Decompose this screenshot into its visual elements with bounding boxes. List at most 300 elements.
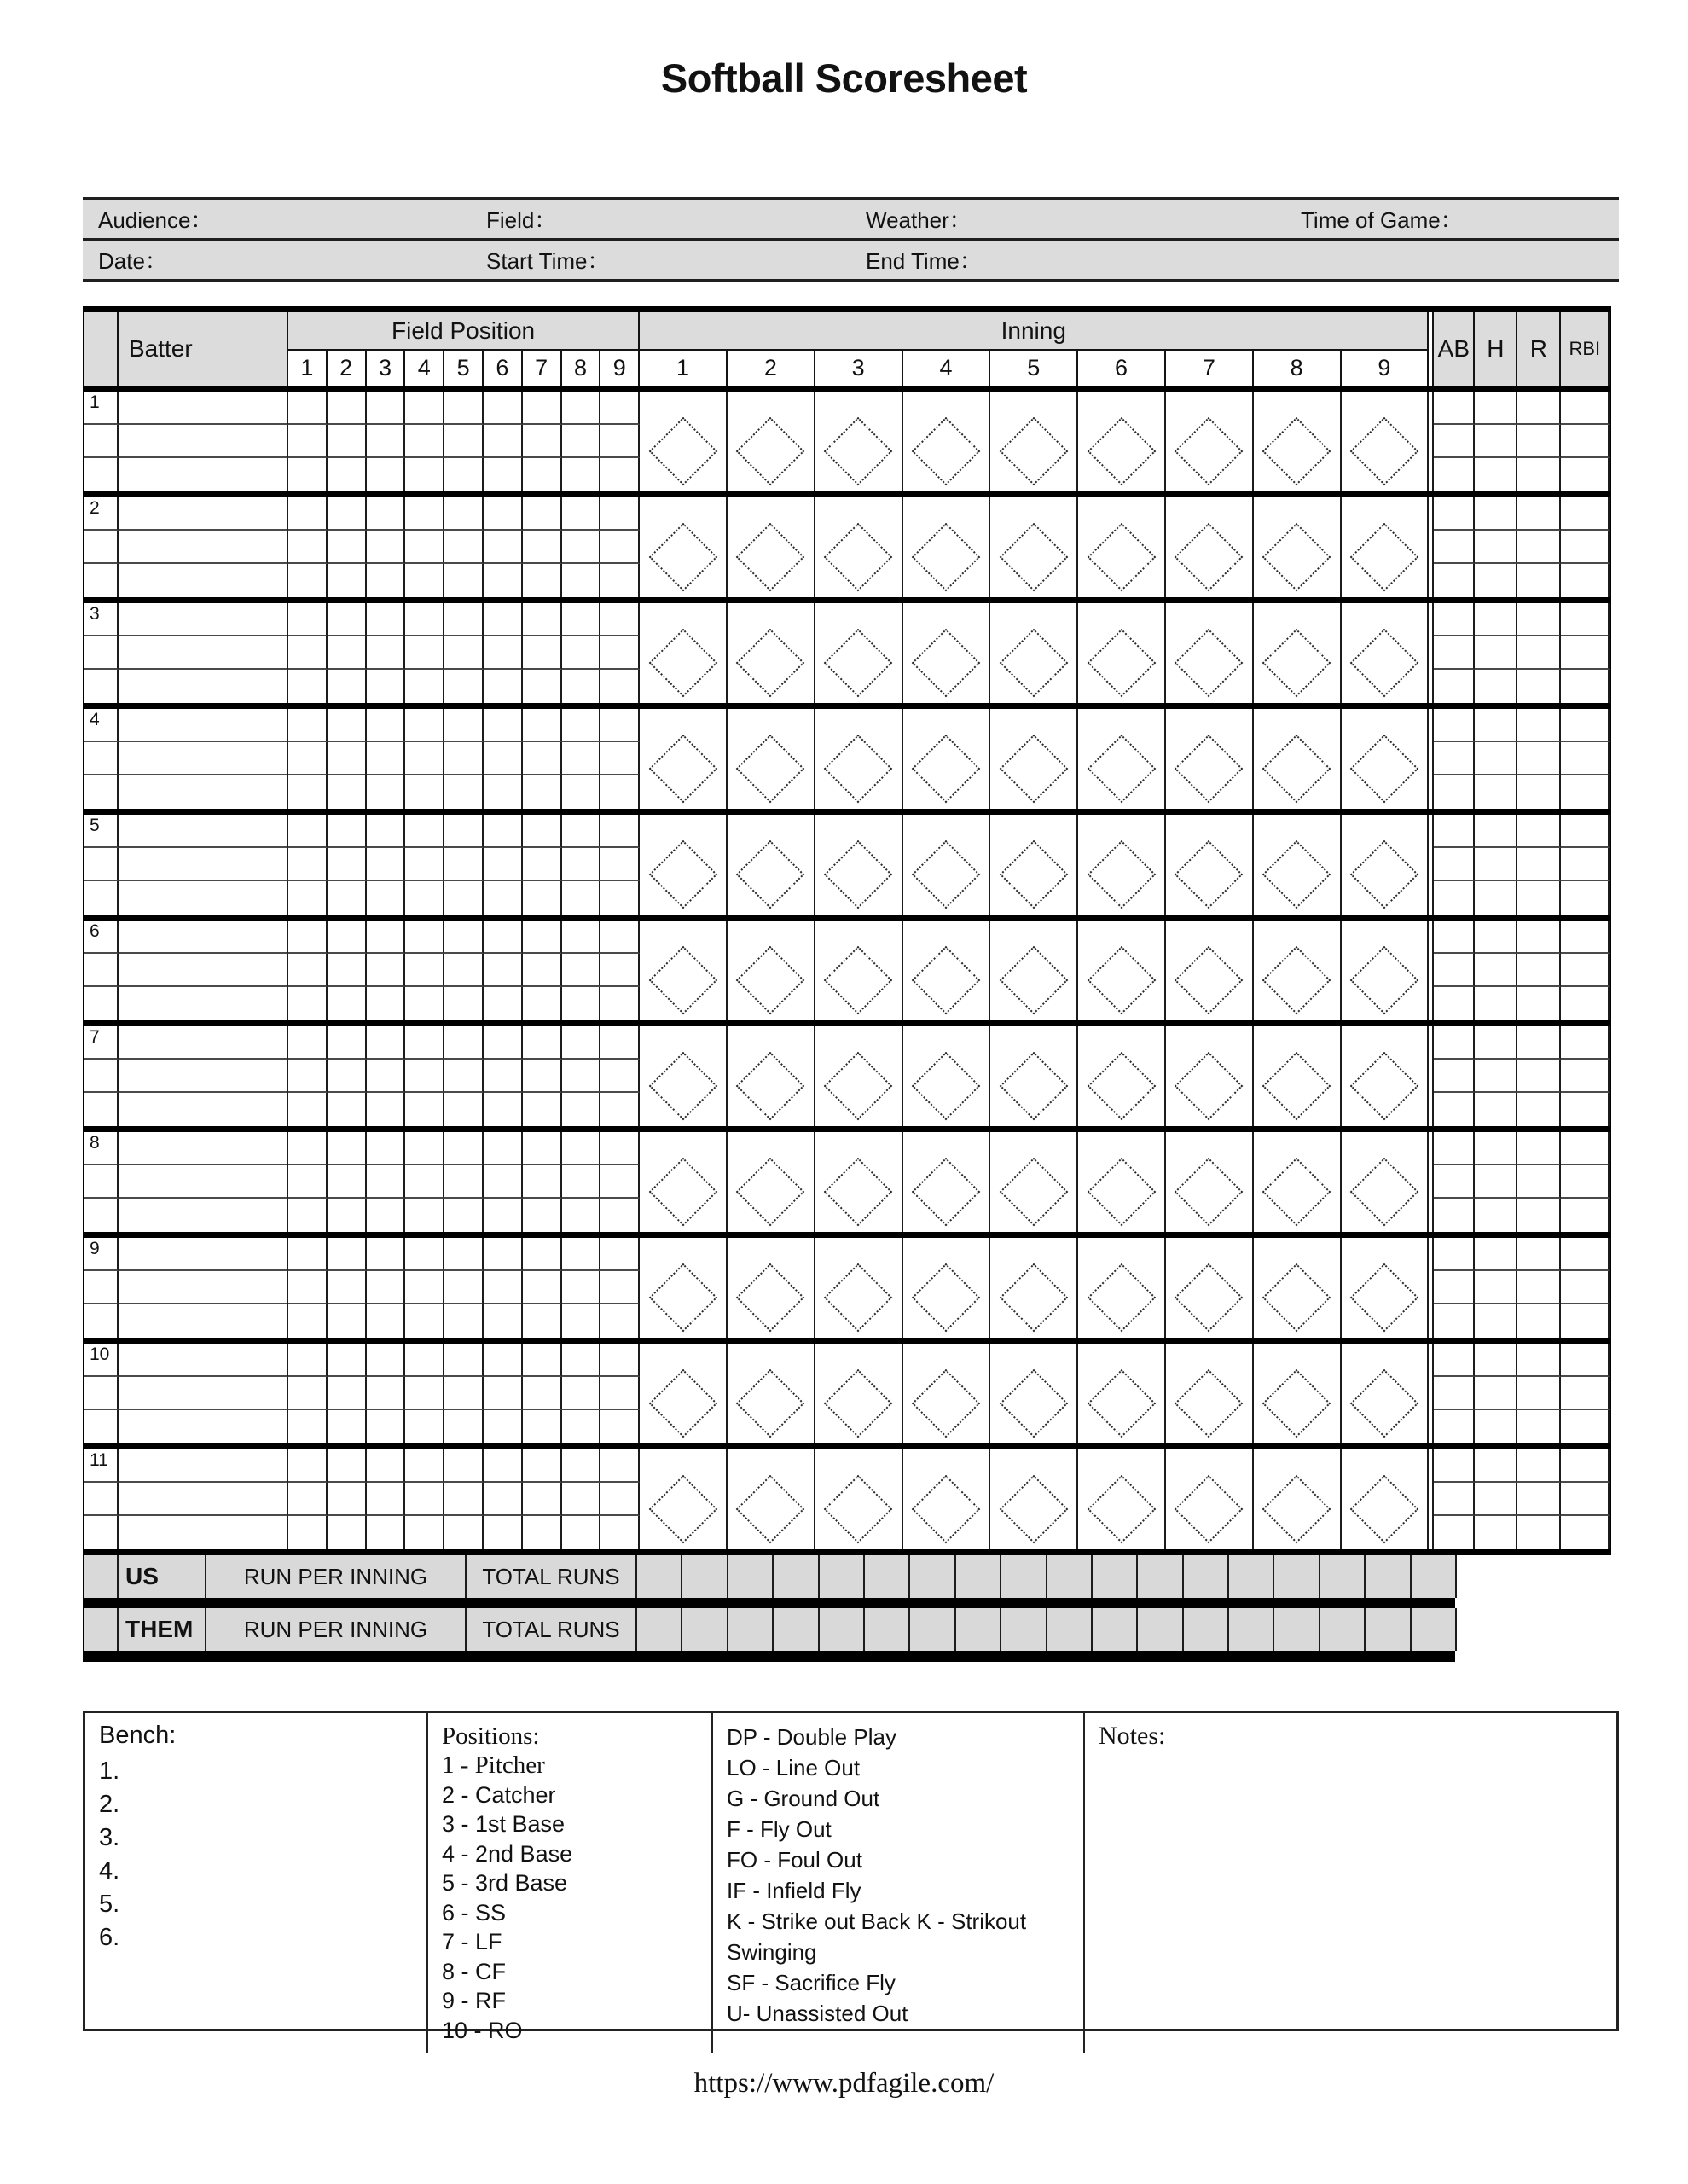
position-cell[interactable] bbox=[562, 1377, 601, 1410]
position-cell[interactable] bbox=[405, 425, 444, 458]
position-cell[interactable] bbox=[523, 1516, 562, 1549]
position-cell[interactable] bbox=[288, 1165, 328, 1199]
inning-cell[interactable] bbox=[640, 603, 728, 703]
info-fill-in-area[interactable] bbox=[1301, 241, 1619, 279]
stat-cell[interactable] bbox=[1434, 1377, 1475, 1410]
position-cell[interactable] bbox=[600, 1060, 640, 1093]
position-cell[interactable] bbox=[444, 1304, 484, 1338]
position-cell[interactable] bbox=[367, 987, 406, 1020]
stat-cell[interactable] bbox=[1475, 670, 1517, 703]
position-cell[interactable] bbox=[405, 1516, 444, 1549]
inning-cell[interactable] bbox=[1078, 1344, 1166, 1443]
stat-cell[interactable] bbox=[1561, 1449, 1610, 1483]
inning-cell[interactable] bbox=[728, 1449, 815, 1549]
inning-cell[interactable] bbox=[815, 1238, 903, 1338]
inning-cell[interactable] bbox=[815, 603, 903, 703]
position-cell[interactable] bbox=[405, 1304, 444, 1338]
stat-cell[interactable] bbox=[1434, 564, 1475, 597]
inning-cell[interactable] bbox=[1078, 709, 1166, 809]
stat-cell[interactable] bbox=[1517, 603, 1561, 636]
stat-cell[interactable] bbox=[1561, 987, 1610, 1020]
position-cell[interactable] bbox=[444, 1238, 484, 1271]
position-cell[interactable] bbox=[288, 425, 328, 458]
position-cell[interactable] bbox=[405, 1026, 444, 1060]
position-cell[interactable] bbox=[523, 1304, 562, 1338]
position-cell[interactable] bbox=[288, 881, 328, 915]
position-cell[interactable] bbox=[328, 1238, 367, 1271]
position-cell[interactable] bbox=[405, 636, 444, 670]
position-cell[interactable] bbox=[523, 1344, 562, 1377]
position-cell[interactable] bbox=[405, 531, 444, 564]
position-cell[interactable] bbox=[600, 1483, 640, 1516]
inning-cell[interactable] bbox=[640, 709, 728, 809]
stat-cell[interactable] bbox=[1561, 1344, 1610, 1377]
stat-cell[interactable] bbox=[1475, 1449, 1517, 1483]
position-cell[interactable] bbox=[484, 1165, 523, 1199]
position-cell[interactable] bbox=[600, 425, 640, 458]
position-cell[interactable] bbox=[523, 1377, 562, 1410]
stat-cell[interactable] bbox=[1561, 392, 1610, 425]
position-cell[interactable] bbox=[405, 564, 444, 597]
inning-cell[interactable] bbox=[903, 921, 991, 1020]
inning-cell[interactable] bbox=[815, 497, 903, 597]
position-cell[interactable] bbox=[367, 1165, 406, 1199]
inning-cell[interactable] bbox=[903, 1344, 991, 1443]
summary-inning-cell[interactable] bbox=[1274, 1608, 1320, 1651]
inning-cell[interactable] bbox=[815, 1449, 903, 1549]
inning-cell[interactable] bbox=[1078, 1026, 1166, 1126]
stat-cell[interactable] bbox=[1475, 497, 1517, 531]
position-cell[interactable] bbox=[405, 709, 444, 742]
position-cell[interactable] bbox=[562, 1060, 601, 1093]
position-cell[interactable] bbox=[367, 1377, 406, 1410]
stat-cell[interactable] bbox=[1475, 1165, 1517, 1199]
position-cell[interactable] bbox=[444, 1026, 484, 1060]
position-cell[interactable] bbox=[367, 564, 406, 597]
batter-name-cell[interactable] bbox=[119, 1093, 288, 1126]
stat-cell[interactable] bbox=[1434, 987, 1475, 1020]
position-cell[interactable] bbox=[288, 709, 328, 742]
inning-cell[interactable] bbox=[1254, 921, 1342, 1020]
position-cell[interactable] bbox=[367, 1093, 406, 1126]
position-cell[interactable] bbox=[444, 1199, 484, 1232]
position-cell[interactable] bbox=[484, 497, 523, 531]
position-cell[interactable] bbox=[288, 1199, 328, 1232]
position-cell[interactable] bbox=[523, 954, 562, 987]
position-cell[interactable] bbox=[523, 1093, 562, 1126]
position-cell[interactable] bbox=[562, 709, 601, 742]
position-cell[interactable] bbox=[562, 564, 601, 597]
position-cell[interactable] bbox=[562, 987, 601, 1020]
position-cell[interactable] bbox=[523, 458, 562, 491]
position-cell[interactable] bbox=[288, 603, 328, 636]
stat-cell[interactable] bbox=[1475, 1516, 1517, 1549]
stat-cell[interactable] bbox=[1434, 881, 1475, 915]
position-cell[interactable] bbox=[484, 1449, 523, 1483]
position-cell[interactable] bbox=[367, 603, 406, 636]
inning-cell[interactable] bbox=[903, 392, 991, 491]
stat-cell[interactable] bbox=[1434, 709, 1475, 742]
summary-inning-cell[interactable] bbox=[1412, 1555, 1457, 1598]
position-cell[interactable] bbox=[523, 709, 562, 742]
position-cell[interactable] bbox=[405, 1060, 444, 1093]
stat-cell[interactable] bbox=[1561, 1483, 1610, 1516]
position-cell[interactable] bbox=[367, 921, 406, 954]
stat-cell[interactable] bbox=[1561, 603, 1610, 636]
summary-inning-cell[interactable] bbox=[1093, 1555, 1138, 1598]
stat-cell[interactable] bbox=[1434, 603, 1475, 636]
position-cell[interactable] bbox=[328, 1199, 367, 1232]
inning-cell[interactable] bbox=[990, 1238, 1078, 1338]
summary-inning-cell[interactable] bbox=[1184, 1608, 1229, 1651]
bench-slot[interactable]: 3. bbox=[99, 1824, 120, 1851]
stat-cell[interactable] bbox=[1475, 1377, 1517, 1410]
stat-cell[interactable] bbox=[1475, 425, 1517, 458]
inning-cell[interactable] bbox=[640, 921, 728, 1020]
position-cell[interactable] bbox=[367, 815, 406, 848]
position-cell[interactable] bbox=[523, 564, 562, 597]
summary-inning-cell[interactable] bbox=[728, 1608, 774, 1651]
inning-cell[interactable] bbox=[640, 1026, 728, 1126]
position-cell[interactable] bbox=[600, 742, 640, 775]
batter-name-cell[interactable] bbox=[119, 603, 288, 636]
position-cell[interactable] bbox=[328, 425, 367, 458]
position-cell[interactable] bbox=[562, 1516, 601, 1549]
position-cell[interactable] bbox=[562, 742, 601, 775]
position-cell[interactable] bbox=[367, 1516, 406, 1549]
inning-cell[interactable] bbox=[1166, 1238, 1254, 1338]
position-cell[interactable] bbox=[367, 709, 406, 742]
position-cell[interactable] bbox=[367, 458, 406, 491]
position-cell[interactable] bbox=[328, 987, 367, 1020]
position-cell[interactable] bbox=[288, 815, 328, 848]
summary-inning-cell[interactable] bbox=[956, 1555, 1001, 1598]
position-cell[interactable] bbox=[288, 954, 328, 987]
position-cell[interactable] bbox=[444, 1410, 484, 1443]
info-fill-in-area[interactable] bbox=[212, 200, 471, 238]
inning-cell[interactable] bbox=[1166, 1344, 1254, 1443]
stat-cell[interactable] bbox=[1561, 1132, 1610, 1165]
batter-name-cell[interactable] bbox=[119, 1199, 288, 1232]
position-cell[interactable] bbox=[328, 1060, 367, 1093]
inning-cell[interactable] bbox=[1078, 1238, 1166, 1338]
stat-cell[interactable] bbox=[1561, 1410, 1610, 1443]
position-cell[interactable] bbox=[288, 1410, 328, 1443]
stat-cell[interactable] bbox=[1434, 531, 1475, 564]
position-cell[interactable] bbox=[328, 458, 367, 491]
position-cell[interactable] bbox=[328, 1377, 367, 1410]
batter-name-cell[interactable] bbox=[119, 636, 288, 670]
position-cell[interactable] bbox=[600, 1449, 640, 1483]
position-cell[interactable] bbox=[328, 881, 367, 915]
position-cell[interactable] bbox=[562, 531, 601, 564]
batter-name-cell[interactable] bbox=[119, 497, 288, 531]
position-cell[interactable] bbox=[367, 392, 406, 425]
position-cell[interactable] bbox=[484, 1344, 523, 1377]
inning-cell[interactable] bbox=[1342, 815, 1430, 915]
position-cell[interactable] bbox=[484, 531, 523, 564]
position-cell[interactable] bbox=[405, 881, 444, 915]
position-cell[interactable] bbox=[562, 636, 601, 670]
position-cell[interactable] bbox=[288, 1093, 328, 1126]
position-cell[interactable] bbox=[328, 1516, 367, 1549]
position-cell[interactable] bbox=[600, 1304, 640, 1338]
position-cell[interactable] bbox=[523, 1238, 562, 1271]
info-fill-in-area[interactable] bbox=[556, 200, 850, 238]
position-cell[interactable] bbox=[367, 1238, 406, 1271]
stat-cell[interactable] bbox=[1517, 1026, 1561, 1060]
inning-cell[interactable] bbox=[1078, 497, 1166, 597]
position-cell[interactable] bbox=[367, 1132, 406, 1165]
stat-cell[interactable] bbox=[1561, 921, 1610, 954]
position-cell[interactable] bbox=[523, 531, 562, 564]
inning-cell[interactable] bbox=[1254, 815, 1342, 915]
stat-cell[interactable] bbox=[1561, 1304, 1610, 1338]
position-cell[interactable] bbox=[600, 1132, 640, 1165]
position-cell[interactable] bbox=[367, 1304, 406, 1338]
position-cell[interactable] bbox=[444, 1344, 484, 1377]
position-cell[interactable] bbox=[484, 1060, 523, 1093]
position-cell[interactable] bbox=[288, 1377, 328, 1410]
inning-cell[interactable] bbox=[903, 1026, 991, 1126]
position-cell[interactable] bbox=[562, 425, 601, 458]
stat-cell[interactable] bbox=[1561, 564, 1610, 597]
info-fill-in-area[interactable] bbox=[972, 200, 1285, 238]
stat-cell[interactable] bbox=[1561, 1093, 1610, 1126]
stat-cell[interactable] bbox=[1475, 921, 1517, 954]
position-cell[interactable] bbox=[328, 636, 367, 670]
position-cell[interactable] bbox=[600, 1516, 640, 1549]
stat-cell[interactable] bbox=[1434, 848, 1475, 881]
inning-cell[interactable] bbox=[990, 815, 1078, 915]
position-cell[interactable] bbox=[562, 1344, 601, 1377]
inning-cell[interactable] bbox=[1166, 497, 1254, 597]
position-cell[interactable] bbox=[600, 497, 640, 531]
position-cell[interactable] bbox=[328, 392, 367, 425]
position-cell[interactable] bbox=[405, 1483, 444, 1516]
position-cell[interactable] bbox=[523, 1483, 562, 1516]
summary-inning-cell[interactable] bbox=[910, 1608, 955, 1651]
stat-cell[interactable] bbox=[1517, 1410, 1561, 1443]
summary-inning-cell[interactable] bbox=[1274, 1555, 1320, 1598]
stat-cell[interactable] bbox=[1475, 1410, 1517, 1443]
stat-cell[interactable] bbox=[1434, 1304, 1475, 1338]
position-cell[interactable] bbox=[484, 1483, 523, 1516]
position-cell[interactable] bbox=[288, 1060, 328, 1093]
position-cell[interactable] bbox=[367, 425, 406, 458]
position-cell[interactable] bbox=[444, 742, 484, 775]
inning-cell[interactable] bbox=[815, 1344, 903, 1443]
position-cell[interactable] bbox=[328, 531, 367, 564]
stat-cell[interactable] bbox=[1517, 1516, 1561, 1549]
inning-cell[interactable] bbox=[1166, 392, 1254, 491]
inning-cell[interactable] bbox=[1254, 1449, 1342, 1549]
position-cell[interactable] bbox=[328, 564, 367, 597]
stat-cell[interactable] bbox=[1517, 425, 1561, 458]
summary-inning-cell[interactable] bbox=[774, 1608, 819, 1651]
position-cell[interactable] bbox=[367, 1026, 406, 1060]
inning-cell[interactable] bbox=[1342, 921, 1430, 1020]
position-cell[interactable] bbox=[562, 881, 601, 915]
position-cell[interactable] bbox=[523, 848, 562, 881]
inning-cell[interactable] bbox=[640, 1344, 728, 1443]
position-cell[interactable] bbox=[600, 881, 640, 915]
batter-name-cell[interactable] bbox=[119, 392, 288, 425]
stat-cell[interactable] bbox=[1517, 564, 1561, 597]
info-fill-in-area[interactable] bbox=[982, 241, 1285, 279]
position-cell[interactable] bbox=[405, 921, 444, 954]
batter-name-cell[interactable] bbox=[119, 1060, 288, 1093]
stat-cell[interactable] bbox=[1517, 954, 1561, 987]
position-cell[interactable] bbox=[523, 1026, 562, 1060]
inning-cell[interactable] bbox=[1254, 709, 1342, 809]
stat-cell[interactable] bbox=[1475, 987, 1517, 1020]
position-cell[interactable] bbox=[523, 603, 562, 636]
position-cell[interactable] bbox=[444, 564, 484, 597]
summary-inning-cell[interactable] bbox=[1229, 1608, 1274, 1651]
position-cell[interactable] bbox=[288, 497, 328, 531]
stat-cell[interactable] bbox=[1517, 1132, 1561, 1165]
stat-cell[interactable] bbox=[1434, 1165, 1475, 1199]
position-cell[interactable] bbox=[288, 921, 328, 954]
stat-cell[interactable] bbox=[1517, 1165, 1561, 1199]
batter-name-cell[interactable] bbox=[119, 1410, 288, 1443]
inning-cell[interactable] bbox=[990, 603, 1078, 703]
position-cell[interactable] bbox=[328, 709, 367, 742]
batter-name-cell[interactable] bbox=[119, 709, 288, 742]
bench-slot[interactable]: 6. bbox=[99, 1924, 120, 1951]
position-cell[interactable] bbox=[328, 1344, 367, 1377]
position-cell[interactable] bbox=[444, 1483, 484, 1516]
stat-cell[interactable] bbox=[1517, 1199, 1561, 1232]
position-cell[interactable] bbox=[444, 775, 484, 809]
summary-inning-cell[interactable] bbox=[1412, 1608, 1457, 1651]
position-cell[interactable] bbox=[328, 1449, 367, 1483]
inning-cell[interactable] bbox=[1342, 1238, 1430, 1338]
position-cell[interactable] bbox=[405, 1199, 444, 1232]
position-cell[interactable] bbox=[600, 1165, 640, 1199]
position-cell[interactable] bbox=[600, 458, 640, 491]
inning-cell[interactable] bbox=[640, 392, 728, 491]
inning-cell[interactable] bbox=[728, 709, 815, 809]
summary-inning-cell[interactable] bbox=[682, 1608, 728, 1651]
position-cell[interactable] bbox=[484, 1271, 523, 1304]
batter-name-cell[interactable] bbox=[119, 1271, 288, 1304]
inning-cell[interactable] bbox=[728, 497, 815, 597]
batter-name-cell[interactable] bbox=[119, 1344, 288, 1377]
stat-cell[interactable] bbox=[1475, 881, 1517, 915]
position-cell[interactable] bbox=[600, 636, 640, 670]
batter-name-cell[interactable] bbox=[119, 775, 288, 809]
inning-cell[interactable] bbox=[990, 709, 1078, 809]
position-cell[interactable] bbox=[367, 1483, 406, 1516]
stat-cell[interactable] bbox=[1434, 1271, 1475, 1304]
position-cell[interactable] bbox=[562, 458, 601, 491]
position-cell[interactable] bbox=[405, 458, 444, 491]
inning-cell[interactable] bbox=[1078, 603, 1166, 703]
stat-cell[interactable] bbox=[1475, 1483, 1517, 1516]
stat-cell[interactable] bbox=[1475, 1344, 1517, 1377]
position-cell[interactable] bbox=[405, 1271, 444, 1304]
position-cell[interactable] bbox=[600, 775, 640, 809]
batter-name-cell[interactable] bbox=[119, 670, 288, 703]
inning-cell[interactable] bbox=[728, 392, 815, 491]
batter-name-cell[interactable] bbox=[119, 954, 288, 987]
position-cell[interactable] bbox=[523, 497, 562, 531]
position-cell[interactable] bbox=[328, 742, 367, 775]
position-cell[interactable] bbox=[405, 775, 444, 809]
position-cell[interactable] bbox=[523, 1410, 562, 1443]
position-cell[interactable] bbox=[367, 1271, 406, 1304]
summary-inning-cell[interactable] bbox=[728, 1555, 774, 1598]
summary-inning-cell[interactable] bbox=[1366, 1555, 1411, 1598]
stat-cell[interactable] bbox=[1475, 815, 1517, 848]
position-cell[interactable] bbox=[484, 881, 523, 915]
stat-cell[interactable] bbox=[1434, 636, 1475, 670]
position-cell[interactable] bbox=[523, 815, 562, 848]
summary-inning-cell[interactable] bbox=[820, 1608, 865, 1651]
stat-cell[interactable] bbox=[1434, 670, 1475, 703]
notes-section[interactable] bbox=[1085, 1713, 1616, 2053]
position-cell[interactable] bbox=[484, 1093, 523, 1126]
position-cell[interactable] bbox=[523, 881, 562, 915]
inning-cell[interactable] bbox=[990, 1449, 1078, 1549]
stat-cell[interactable] bbox=[1561, 954, 1610, 987]
position-cell[interactable] bbox=[562, 1271, 601, 1304]
position-cell[interactable] bbox=[405, 1238, 444, 1271]
stat-cell[interactable] bbox=[1434, 497, 1475, 531]
stat-cell[interactable] bbox=[1475, 742, 1517, 775]
position-cell[interactable] bbox=[562, 954, 601, 987]
stat-cell[interactable] bbox=[1434, 742, 1475, 775]
inning-cell[interactable] bbox=[1254, 392, 1342, 491]
inning-cell[interactable] bbox=[1078, 1449, 1166, 1549]
stat-cell[interactable] bbox=[1434, 954, 1475, 987]
stat-cell[interactable] bbox=[1434, 392, 1475, 425]
position-cell[interactable] bbox=[288, 1238, 328, 1271]
summary-inning-cell[interactable] bbox=[637, 1608, 682, 1651]
position-cell[interactable] bbox=[523, 775, 562, 809]
inning-cell[interactable] bbox=[815, 921, 903, 1020]
position-cell[interactable] bbox=[562, 1132, 601, 1165]
stat-cell[interactable] bbox=[1475, 1238, 1517, 1271]
stat-cell[interactable] bbox=[1561, 1060, 1610, 1093]
position-cell[interactable] bbox=[523, 392, 562, 425]
inning-cell[interactable] bbox=[1342, 392, 1430, 491]
position-cell[interactable] bbox=[484, 1516, 523, 1549]
inning-cell[interactable] bbox=[640, 815, 728, 915]
inning-cell[interactable] bbox=[1342, 497, 1430, 597]
summary-inning-cell[interactable] bbox=[1320, 1555, 1366, 1598]
stat-cell[interactable] bbox=[1434, 1060, 1475, 1093]
position-cell[interactable] bbox=[328, 1271, 367, 1304]
stat-cell[interactable] bbox=[1517, 458, 1561, 491]
stat-cell[interactable] bbox=[1517, 1271, 1561, 1304]
position-cell[interactable] bbox=[367, 742, 406, 775]
stat-cell[interactable] bbox=[1517, 1093, 1561, 1126]
info-fill-in-area[interactable] bbox=[167, 241, 471, 279]
position-cell[interactable] bbox=[405, 1165, 444, 1199]
stat-cell[interactable] bbox=[1434, 1199, 1475, 1232]
position-cell[interactable] bbox=[444, 881, 484, 915]
position-cell[interactable] bbox=[405, 848, 444, 881]
inning-cell[interactable] bbox=[990, 1344, 1078, 1443]
position-cell[interactable] bbox=[444, 1449, 484, 1483]
info-fill-in-area[interactable] bbox=[1463, 200, 1619, 238]
stat-cell[interactable] bbox=[1561, 881, 1610, 915]
position-cell[interactable] bbox=[600, 1199, 640, 1232]
position-cell[interactable] bbox=[523, 1060, 562, 1093]
